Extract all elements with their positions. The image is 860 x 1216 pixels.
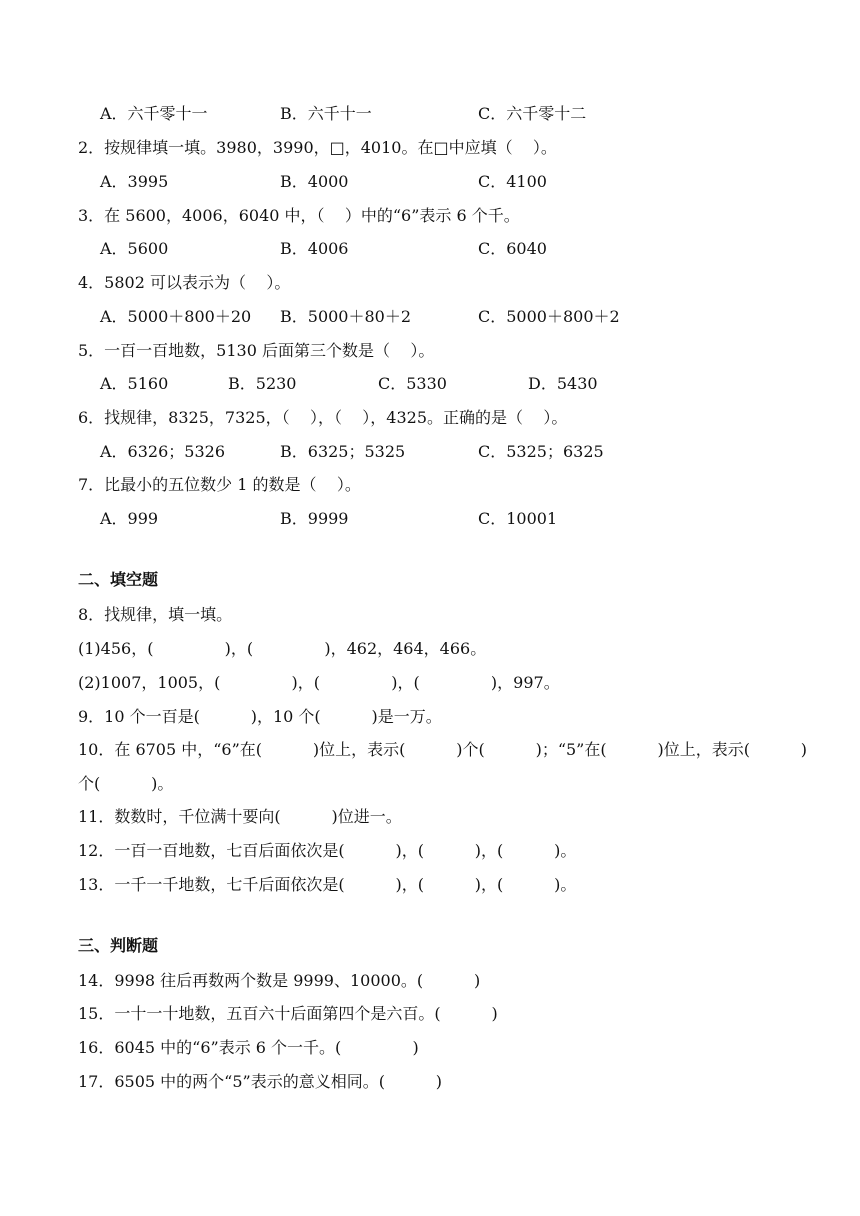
q2-stem: 2．按规律填一填。3980，3990，□，4010。在□中应填（ ）。 [78,138,557,157]
q5-option-c: C．5330 [378,374,447,393]
q3-stem: 3．在 5600，4006，6040 中，（ ）中的“6”表示 6 个千。 [78,206,520,225]
q10-stem: 10．在 6705 中，“6”在( )位上，表示( )个( )；“5”在( )位上，表示( ) [78,740,808,759]
q8-stem: 8．找规律，填一填。 [78,605,233,624]
q4-option-a: A．5000＋800＋20 [100,307,252,326]
section-title-fill-blank: 二、填空题 [78,570,159,589]
q15-stem: 15．一十一十地数，五百六十后面第四个是六百。( ) [78,1004,498,1023]
q4-stem: 4．5802 可以表示为（ ）。 [78,273,291,292]
q6-option-a: A．6326；5326 [100,442,225,461]
q17-stem: 17．6505 中的两个“5”表示的意义相同。( ) [78,1072,443,1091]
q7-option-c: C．10001 [478,509,558,528]
q6-option-c: C．5325；6325 [478,442,604,461]
q3-option-b: B．4006 [280,239,349,258]
q8-part1: (1)456，( )，( )，462，464，466。 [78,639,487,658]
section-title-judgement: 三、判断题 [78,936,159,955]
q2-option-c: C．4100 [478,172,547,191]
q10-stem-continued: 个( )。 [78,774,174,793]
q6-stem: 6．找规律，8325，7325，（ ），（ ），4325。正确的是（ ）。 [78,408,568,427]
q14-stem: 14．9998 往后再数两个数是 9999、10000。( ) [78,971,481,990]
q7-option-b: B．9999 [280,509,349,528]
q13-stem: 13．一千一千地数，七千后面依次是( )，( )，( )。 [78,875,577,894]
q1-option-a: A．六千零十一 [100,104,208,123]
q9-stem: 9．10 个一百是( )，10 个( )是一万。 [78,707,442,726]
q8-part2: (2)1007，1005，( )，( )，( )，997。 [78,673,560,692]
q3-option-c: C．6040 [478,239,547,258]
q1-option-c: C．六千零十二 [478,104,587,123]
q2-option-a: A．3995 [100,172,169,191]
q1-option-b: B．六千十一 [280,104,372,123]
q5-option-b: B．5230 [228,374,297,393]
q7-option-a: A．999 [100,509,159,528]
q5-option-d: D．5430 [528,374,598,393]
q4-option-c: C．5000＋800＋2 [478,307,620,326]
q4-option-b: B．5000＋80＋2 [280,307,412,326]
q11-stem: 11．数数时，千位满十要向( )位进一。 [78,807,402,826]
q2-option-b: B．4000 [280,172,349,191]
q16-stem: 16．6045 中的“6”表示 6 个一千。( ) [78,1038,419,1057]
q3-option-a: A．5600 [100,239,169,258]
q12-stem: 12．一百一百地数，七百后面依次是( )，( )，( )。 [78,841,577,860]
q6-option-b: B．6325；5325 [280,442,406,461]
q5-stem: 5．一百一百地数，5130 后面第三个数是（ ）。 [78,341,435,360]
q5-option-a: A．5160 [100,374,169,393]
q7-stem: 7．比最小的五位数少 1 的数是（ ）。 [78,475,361,494]
